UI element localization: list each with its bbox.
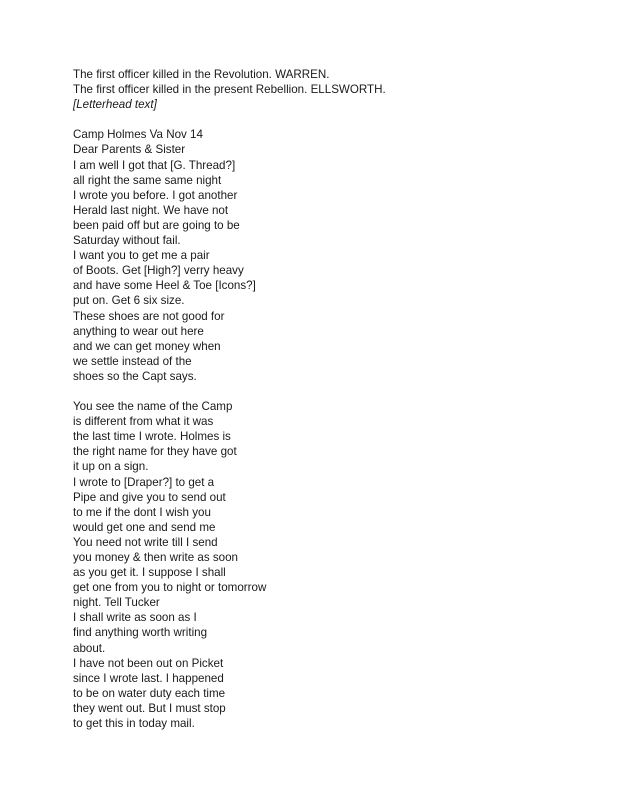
text-line: and we can get money when: [73, 339, 221, 353]
text-line: as you get it. I suppose I shall: [73, 566, 226, 580]
letter-paragraph-1: [73, 127, 593, 384]
text-line: of Boots. Get [High?] verry heavy: [73, 264, 244, 278]
text-line: I want you to get me a pair: [73, 249, 210, 263]
text-line: to get this in today mail.: [73, 717, 195, 731]
text-line: find anything worth writing: [73, 626, 208, 640]
text-line: would get one and send me: [73, 520, 216, 534]
text-line: it up on a sign.: [73, 460, 149, 474]
text-line: I shall write as soon as I: [73, 611, 197, 625]
text-line: These shoes are not good for: [73, 309, 225, 323]
text-line: you money & then write as soon: [73, 551, 238, 564]
text-line: put on. Get 6 six size.: [73, 294, 185, 308]
text-line: I wrote you before. I got another: [73, 188, 238, 202]
text-line: get one from you to night or tomorrow: [73, 581, 267, 595]
text-line: about.: [73, 641, 106, 655]
transcription-page: [73, 67, 593, 731]
text-line: all right the same same night: [73, 173, 222, 187]
text-line: I am well I got that [G. Thread?]: [73, 158, 236, 172]
text-line: I have not been out on Picket: [73, 656, 224, 670]
text-line: is different from what it was: [73, 415, 214, 429]
text-line: since I wrote last. I happened: [73, 671, 224, 685]
text-line: You need not write till I send: [73, 535, 218, 549]
text-line: You see the name of the Camp: [73, 400, 233, 414]
paragraph-gap: [73, 112, 593, 127]
text-line: they went out. But I must stop: [73, 701, 226, 715]
text-line: Herald last night. We have not: [73, 203, 229, 217]
text-line: Dear Parents & Sister: [73, 143, 186, 157]
text-line: been paid off but are going to be: [73, 218, 240, 232]
text-line: the right name for they have got: [73, 445, 237, 459]
letterhead-line-2: The first officer killed in the present Rebellion. ELLSWORTH.: [73, 83, 386, 97]
text-line: to be on water duty each time: [73, 686, 226, 700]
text-line: Pipe and give you to send out: [73, 490, 226, 504]
text-line: anything to wear out here: [73, 324, 204, 338]
paragraph-gap: [73, 384, 593, 399]
text-line: Saturday without fail.: [73, 234, 181, 248]
text-line: and have some Heel & Toe [Icons?]: [73, 279, 256, 293]
letterhead-note: [Letterhead text]: [73, 98, 157, 112]
text-line: night. Tell Tucker: [73, 596, 160, 610]
text-line: Camp Holmes Va Nov 14: [73, 128, 203, 142]
text-line: the last time I wrote. Holmes is: [73, 430, 231, 444]
text-line: I wrote to [Draper?] to get a: [73, 475, 215, 489]
text-line: shoes so the Capt says.: [73, 369, 197, 383]
text-line: we settle instead of the: [73, 354, 192, 368]
letterhead-line-1: The first officer killed in the Revolution. WARREN.: [73, 68, 330, 81]
text-line: to me if the dont I wish you: [73, 505, 211, 519]
letter-paragraph-2: [73, 399, 593, 731]
